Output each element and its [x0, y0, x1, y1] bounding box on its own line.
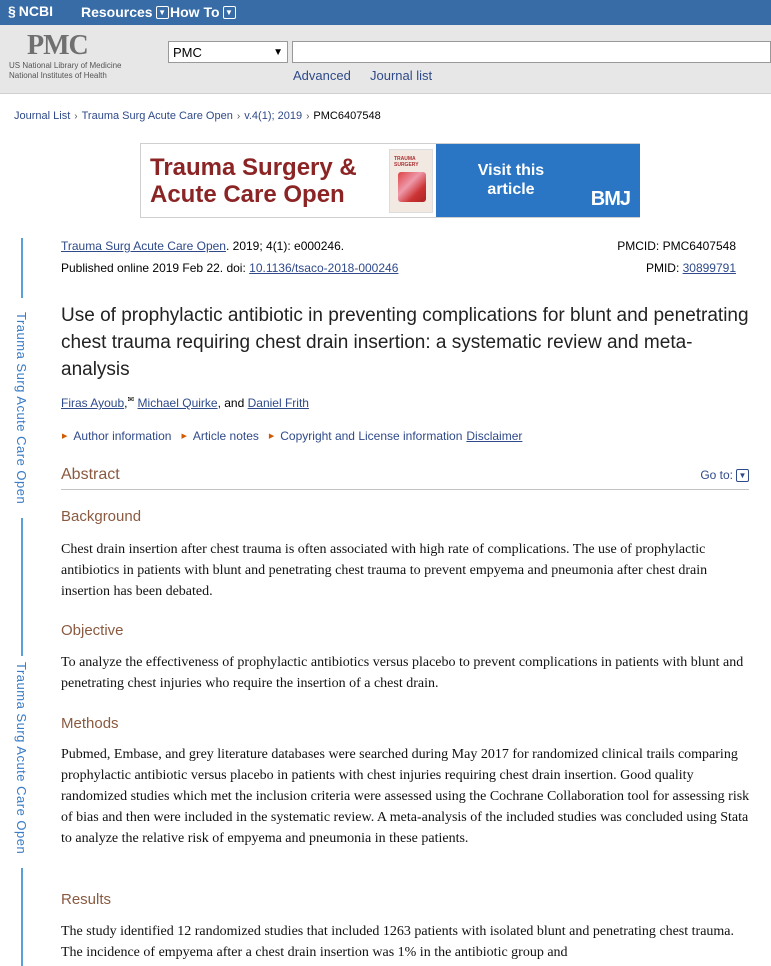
banner-cta-panel[interactable] [436, 144, 640, 217]
abstract-header [61, 466, 749, 490]
author-link[interactable]: Firas Ayoub [61, 396, 125, 410]
banner-cta-line2: article [487, 181, 535, 198]
article-title: Use of prophylactic antibiotic in preventing complications for blunt and penetrating chest trauma requiring chest drain insertion: a systematic review and meta-analysis [61, 305, 749, 380]
breadcrumb-volume[interactable]: v.4(1); 2019 [244, 110, 303, 122]
author-separator: , and [217, 396, 248, 410]
journal-cover-image [389, 149, 433, 213]
banner-title [150, 154, 357, 208]
ncbi-swirl-icon: § [8, 3, 16, 19]
resources-menu[interactable] [81, 4, 169, 20]
bmj-logo: BMJ [590, 188, 630, 210]
banner-left-panel [141, 144, 436, 217]
breadcrumb [14, 110, 381, 122]
banner-title-line2: Acute Care Open [150, 181, 345, 208]
author-list [61, 395, 309, 410]
how-to-menu-label: How To [170, 4, 220, 20]
chevron-down-icon: ▼ [223, 6, 236, 19]
resources-menu-label: Resources [81, 4, 153, 20]
author-information-toggle[interactable]: Author information [73, 429, 172, 443]
journal-link[interactable]: Trauma Surg Acute Care Open [61, 239, 226, 253]
journal-list-link[interactable]: Journal list [370, 68, 433, 83]
dropdown-arrow-icon: ▼ [273, 46, 283, 58]
pmcid-value: PMC6407548 [662, 239, 736, 253]
chevron-down-icon: ▼ [156, 6, 169, 19]
breadcrumb-separator-icon: › [74, 110, 78, 122]
pmc-logo-mark: PMC [27, 30, 88, 61]
ncbi-logo[interactable] [8, 3, 53, 19]
expand-triangle-icon: ▶ [268, 433, 275, 440]
published-text: Published online 2019 Feb 22. doi: [61, 261, 250, 275]
section-text-results: The study identified 12 randomized studies that included 1263 patients with isolated blunt and penetrating chest trauma. The incidence of empyema after a chest drain insertion was 1% in the antibiotic group and [61, 924, 735, 960]
ncbi-top-bar [0, 0, 771, 25]
pmid-link[interactable]: 30899791 [682, 261, 736, 275]
author-link[interactable]: Michael Quirke [137, 396, 218, 410]
pmc-subtitle-2: National Institutes of Health [9, 71, 107, 80]
goto-label: Go to: [700, 468, 733, 482]
article-notes-toggle[interactable]: Article notes [192, 429, 259, 443]
ncbi-logo-text: NCBI [18, 3, 54, 19]
section-text-methods: Pubmed, Embase, and grey literature databases were searched during May 2017 for randomized clinical trails comparing prophylactic antibiotic versus placebo in patients with chest injuries requiring chest drain insertion. Good quality randomized studies which met the inclusion criteria were assessed using the Cochrane Collaboration tool for assessing risk of bias and then were included in the systematic review. A meta-analysis of the included studies was concluded using Stata to analyze the relative risk of empyema and pneumonia in these patients. [61, 747, 750, 846]
section-heading-results: Results [61, 891, 112, 908]
pmid-label: PMID: [645, 261, 683, 275]
side-tab-journal-1[interactable]: Trauma Surg Acute Care Open [14, 312, 29, 505]
pmcid-label: PMCID: [617, 239, 663, 253]
article-info-links [62, 429, 522, 443]
doi-link[interactable]: 10.1136/tsaco-2018-000246 [249, 261, 399, 275]
pmc-logo[interactable] [9, 31, 139, 81]
pmcid [617, 239, 736, 253]
goto-menu[interactable] [700, 468, 749, 482]
search-input[interactable] [292, 41, 771, 63]
advanced-search-link[interactable]: Advanced [293, 68, 351, 83]
banner-title-line1: Trauma Surgery & [150, 154, 357, 181]
side-tab-line [21, 238, 23, 298]
banner-cta-line1: Visit this [477, 162, 545, 179]
banner-visit-text [436, 161, 586, 199]
disclaimer-link[interactable]: Disclaimer [466, 429, 523, 443]
pmc-subtitle-1: US National Library of Medicine [9, 61, 122, 70]
side-tab-journal-2[interactable]: Trauma Surg Acute Care Open [14, 662, 29, 855]
chevron-down-icon: ▼ [736, 469, 749, 482]
breadcrumb-journal-list[interactable]: Journal List [14, 110, 71, 122]
email-icon[interactable]: ✉ [127, 395, 135, 404]
copyright-toggle[interactable]: Copyright and License information [280, 429, 463, 443]
section-heading-methods: Methods [61, 715, 119, 732]
section-text-objective: To analyze the effectiveness of prophylactic antibiotics versus placebo to prevent complications in patients with blunt and penetrating chest injuries who require the insertion of a chest drain. [61, 655, 744, 691]
author-link[interactable]: Daniel Frith [247, 396, 309, 410]
citation-published [61, 261, 398, 275]
section-heading-objective: Objective [61, 622, 124, 639]
breadcrumb-separator-icon: › [236, 110, 241, 122]
breadcrumb-journal[interactable]: Trauma Surg Acute Care Open [81, 110, 233, 122]
how-to-menu[interactable] [170, 4, 236, 20]
pmc-header [0, 25, 771, 94]
expand-triangle-icon: ▶ [181, 433, 187, 440]
citation-journal [61, 239, 344, 253]
breadcrumb-separator-icon: › [306, 110, 310, 122]
abstract-heading: Abstract [61, 466, 120, 483]
database-select-value: PMC [173, 44, 202, 60]
author-separator: , [124, 396, 128, 410]
journal-cover-graphic [398, 172, 426, 202]
section-heading-background: Background [61, 508, 142, 525]
citation-volume: . 2019; 4(1): e000246. [225, 239, 345, 253]
expand-triangle-icon: ▶ [62, 433, 68, 440]
side-tab-line [21, 868, 23, 966]
journal-banner[interactable] [140, 143, 640, 218]
section-text-background: Chest drain insertion after chest trauma is often associated with high rate of complications. The use of prophylactic antibiotics in patients with blunt and penetrating chest trauma to prevent empyema and pneumonia after chest drain insertion has been debated. [61, 542, 708, 599]
side-tab-line [21, 518, 23, 656]
journal-cover-text: TRAUMA SURGERY [394, 156, 419, 168]
pmid [646, 261, 736, 275]
database-select[interactable] [168, 41, 288, 63]
breadcrumb-current: PMC6407548 [313, 110, 381, 122]
